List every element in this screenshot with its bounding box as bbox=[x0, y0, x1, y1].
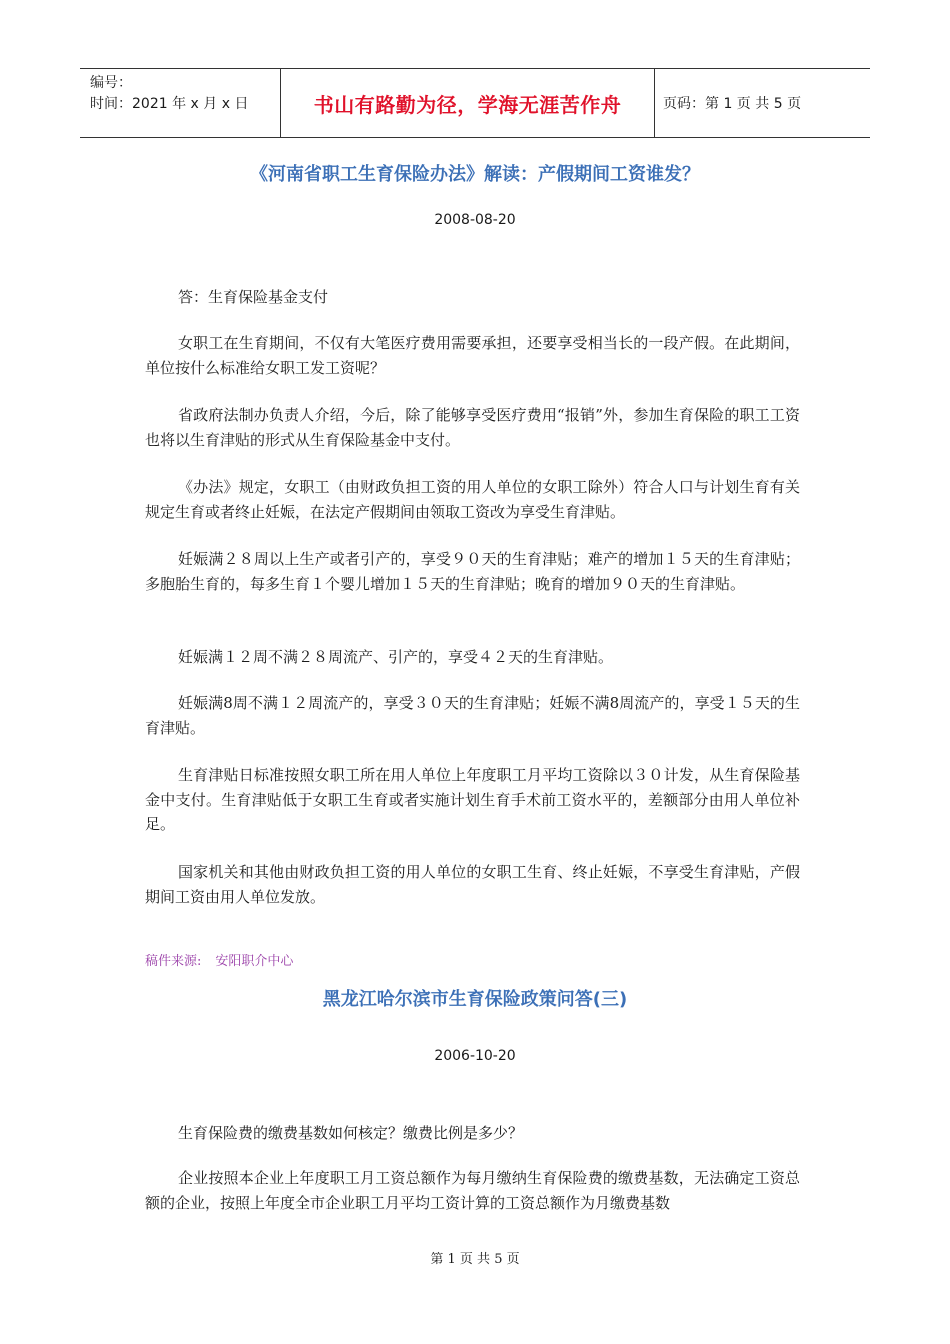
header-motto: 书山有路勤为径，学海无涯苦作舟 bbox=[281, 69, 655, 137]
article2-date: 2006-10-20 bbox=[434, 1048, 516, 1064]
header-table bbox=[80, 68, 870, 138]
article1-paragraph: 妊娠满8周不满１２周流产的，享受３０天的生育津贴；妊娠不满8周流产的，享受１５天的生育津贴。 bbox=[145, 694, 800, 737]
article1-source bbox=[145, 950, 307, 969]
article1-paragraph: 国家机关和其他由财政负担工资的用人单位的女职工生育、终止妊娠，不享受生育津贴，产假期间工资由用人单位发放。 bbox=[145, 863, 800, 906]
header-page-label: 页码：第 1 页 共 5 页 bbox=[663, 96, 802, 112]
article1-paragraph: 答：生育保险基金支付 bbox=[178, 288, 329, 306]
article2-paragraph: 企业按照本企业上年度职工月工资总额作为每月缴纳生育保险费的缴费基数，无法确定工资总额的企业，按照上年度全市企业职工月平均工资计算的工资总额作为月缴费基数 bbox=[145, 1169, 800, 1212]
article1-paragraph: 妊娠满１２周不满２８周流产、引产的，享受４２天的生育津贴。 bbox=[178, 648, 614, 666]
article1-paragraph: 女职工在生育期间，不仅有大笔医疗费用需要承担，还要享受相当长的一段产假。在此期间，单位按什么标准给女职工发工资呢？ bbox=[145, 334, 800, 377]
code-label: 编号： bbox=[90, 75, 132, 91]
article1-paragraph: 妊娠满２８周以上生产或者引产的，享受９０天的生育津贴；难产的增加１５天的生育津贴；多胞胎生育的，每多生育１个婴儿增加１５天的生育津贴；晚育的增加９０天的生育津贴。 bbox=[145, 550, 800, 593]
header-meta bbox=[80, 69, 281, 137]
article1-paragraph: 《办法》规定，女职工（由财政负担工资的用人单位的女职工除外）符合人口与计划生育有关规定生育或者终止妊娠，在法定产假期间由领取工资改为享受生育津贴。 bbox=[145, 478, 800, 521]
article1-paragraph: 省政府法制办负责人介绍，今后，除了能够享受医疗费用“报销”外，参加生育保险的职工工资也将以生育津贴的形式从生育保险基金中支付。 bbox=[145, 406, 800, 449]
article2-paragraph: 生育保险费的缴费基数如何核定？缴费比例是多少？ bbox=[178, 1124, 524, 1142]
article2-title: 黑龙江哈尔滨市生育保险政策问答(三) bbox=[322, 989, 628, 1010]
source-value: 安阳职介中心 bbox=[215, 954, 294, 969]
page-footer: 第 1 页 共 5 页 bbox=[430, 1252, 520, 1267]
source-label: 稿件来源: bbox=[145, 954, 202, 969]
article1-title: 《河南省职工生育保险办法》解读：产假期间工资谁发？ bbox=[250, 164, 700, 185]
time-label: 时间：2021 年 x 月 x 日 bbox=[90, 96, 249, 112]
article1-paragraph: 生育津贴日标准按照女职工所在用人单位上年度职工月平均工资除以３０计发，从生育保险基金中支付。生育津贴低于女职工生育或者实施计划生育手术前工资水平的，差额部分由用人单位补足。 bbox=[145, 766, 800, 833]
article1-date: 2008-08-20 bbox=[434, 212, 516, 228]
